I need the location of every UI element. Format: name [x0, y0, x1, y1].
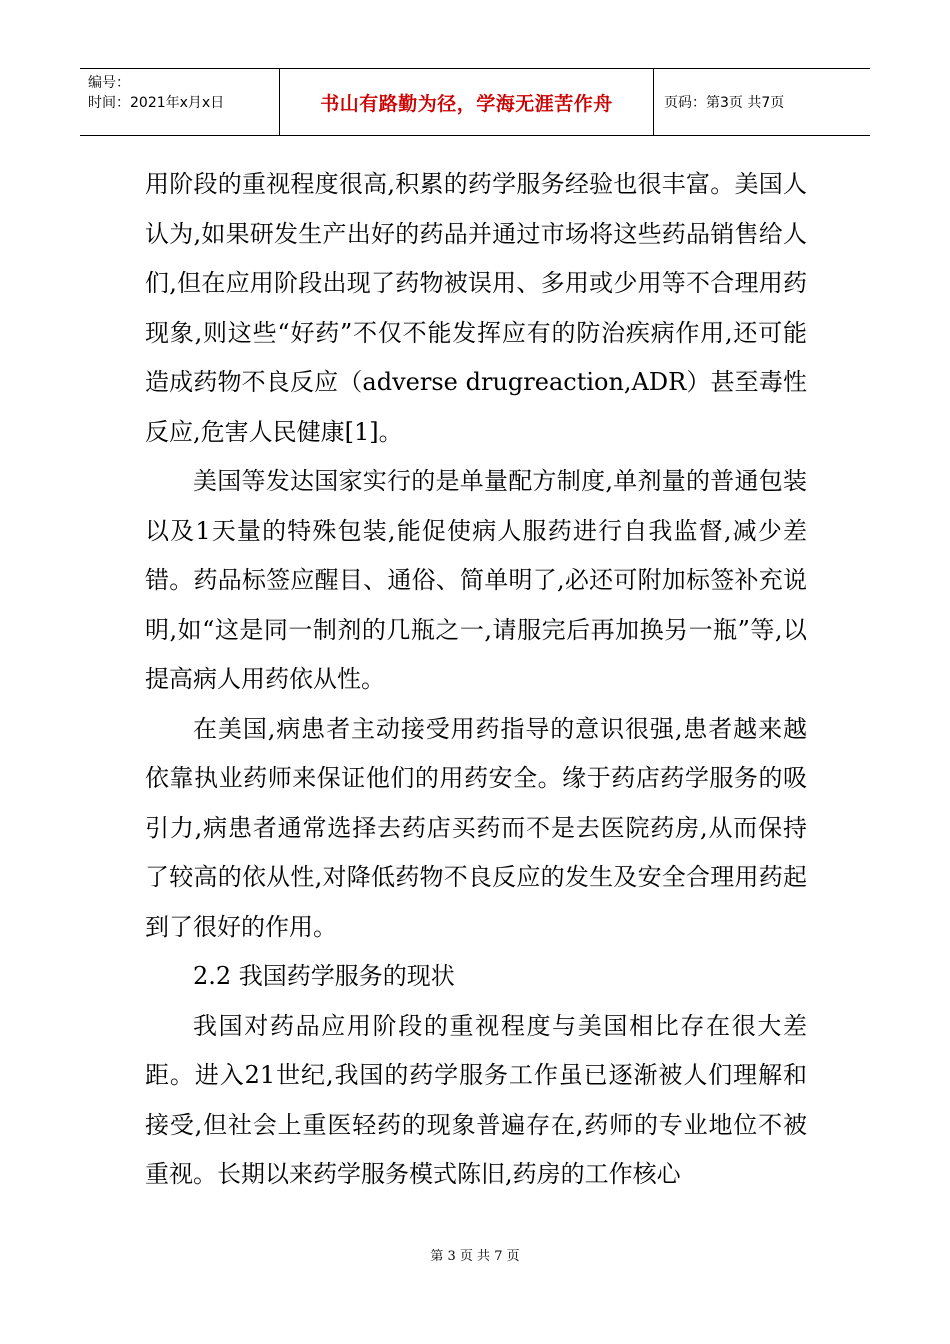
paragraph: 用阶段的重视程度很高,积累的药学服务经验也很丰富。美国人认为,如果研发生产出好的药品并通过市场将这些药品销售给人们,但在应用阶段出现了药物被误用、多用或少用等不合理用药现象,则这些“好药”不仅不能发挥应有的防治疾病作用,还可能造成药物不良反应（adverse drugreaction,ADR）甚至毒性反应,危害人民健康[1]。: [145, 170, 807, 446]
section-heading: 2.2 我国药学服务的现状: [193, 962, 455, 990]
page-footer: 第 3 页 共 7 页: [430, 1249, 520, 1264]
page-header: [80, 68, 870, 136]
header-meta: [80, 69, 280, 135]
paragraph: 我国对药品应用阶段的重视程度与美国相比存在很大差距。进入21世纪,我国的药学服务工作虽已逐渐被人们理解和接受,但社会上重医轻药的现象普遍存在,药师的专业地位不被重视。长期以来药学服务模式陈旧,药房的工作核心: [145, 1011, 807, 1188]
paragraph: 在美国,病患者主动接受用药指导的意识很强,患者越来越依靠执业药师来保证他们的用药安全。缘于药店药学服务的吸引力,病患者通常选择去药店买药而不是去医院药房,从而保持了较高的依从性,对降低药物不良反应的发生及安全合理用药起到了很好的作用。: [145, 714, 807, 941]
number-label: 编号：: [88, 75, 130, 91]
header-page-info: 页码：第3页 共7页: [664, 95, 785, 111]
header-motto: 书山有路勤为径，学海无涯苦作舟: [280, 69, 654, 135]
date-label: 时间：2021年x月x日: [88, 95, 225, 111]
paragraph: 美国等发达国家实行的是单量配方制度,单剂量的普通包装以及1天量的特殊包装,能促使病人服药进行自我监督,减少差错。药品标签应醒目、通俗、简单明了,必还可附加标签补充说明,如“这是同一制剂的几瓶之一,请服完后再加换另一瓶”等,以提高病人用药依从性。: [145, 467, 807, 693]
document-body: [145, 160, 807, 1200]
